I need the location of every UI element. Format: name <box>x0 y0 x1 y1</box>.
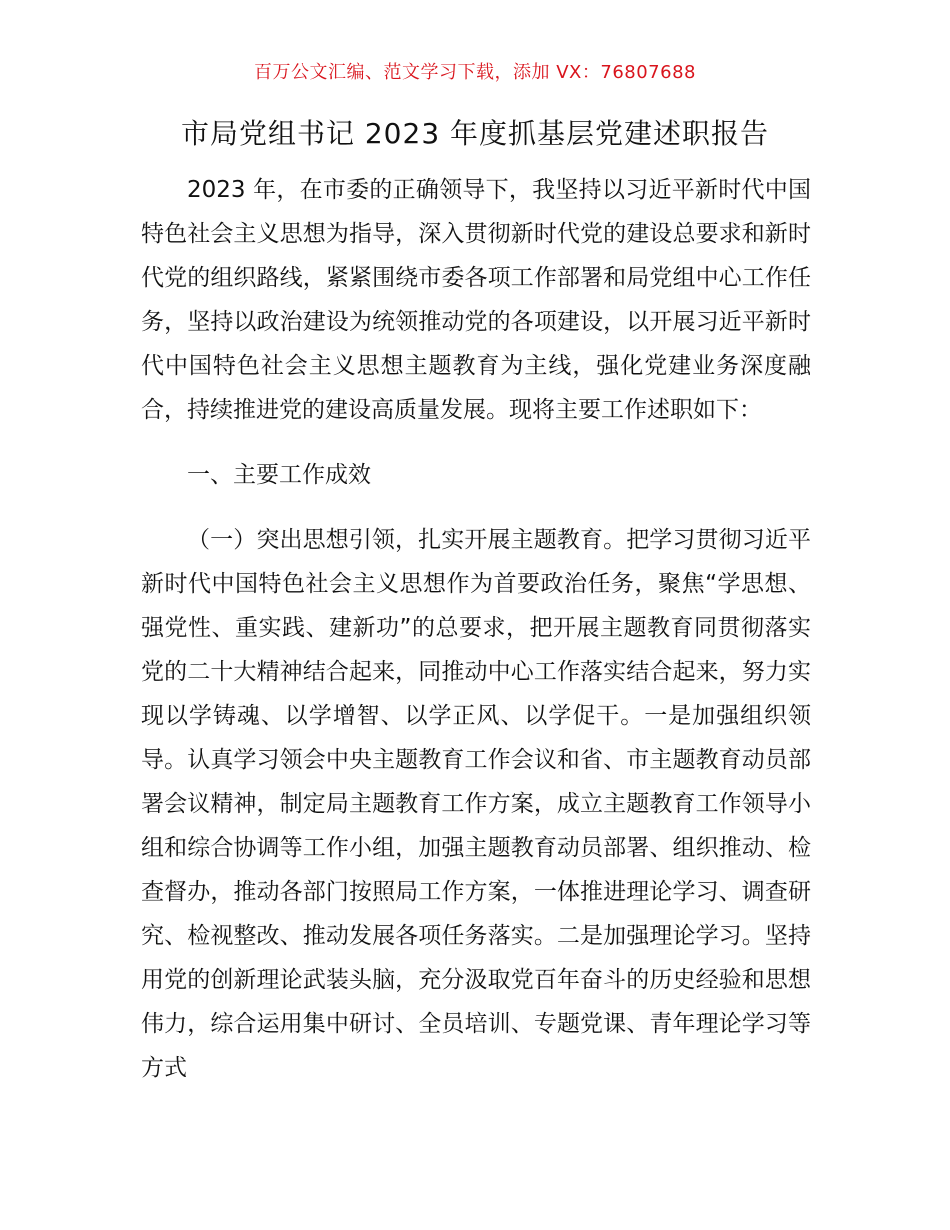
document-body <box>141 168 811 1090</box>
document-title: 市局党组书记 2023 年度抓基层党建述职报告 <box>180 117 770 150</box>
section-heading: 一、主要工作成效 <box>187 462 371 488</box>
subsection-paragraph: （一）突出思想引领，扎实开展主题教育。把学习贯彻习近平新时代中国特色社会主义思想作为首要政治任务，聚焦“学思想、强党性、重实践、建新功”的总要求，把开展主题教育同贯彻落实党的二十大精神结合起来，同推动中心工作落实结合起来，努力实现以学铸魂、以学增智、以学正风、以学促干。一是加强组织领导。认真学习领会中央主题教育工作会议和省、市主题教育动员部署会议精神，制定局主题教育工作方案，成立主题教育工作领导小组和综合协调等工作小组，加强主题教育动员部署、组织推动、检查督办，推动各部门按照局工作方案，一体推进理论学习、调查研究、检视整改、推动发展各项任务落实。二是加强理论学习。坚持用党的创新理论武装头脑，充分汲取党百年奋斗的历史经验和思想伟力，综合运用集中研讨、全员培训、专题党课、青年理论学习等方式 <box>141 527 811 1081</box>
intro-paragraph: 2023 年，在市委的正确领导下，我坚持以习近平新时代中国特色社会主义思想为指导，深入贯彻新时代党的建设总要求和新时代党的组织路线，紧紧围绕市委各项工作部署和局党组中心工作任务，坚持以政治建设为统领推动党的各项建设，以开展习近平新时代中国特色社会主义思想主题教育为主线，强化党建业务深度融合，持续推进党的建设高质量发展。现将主要工作述职如下： <box>141 177 811 423</box>
watermark-banner: 百万公文汇编、范文学习下载，添加 VX：76807688 <box>254 62 696 83</box>
